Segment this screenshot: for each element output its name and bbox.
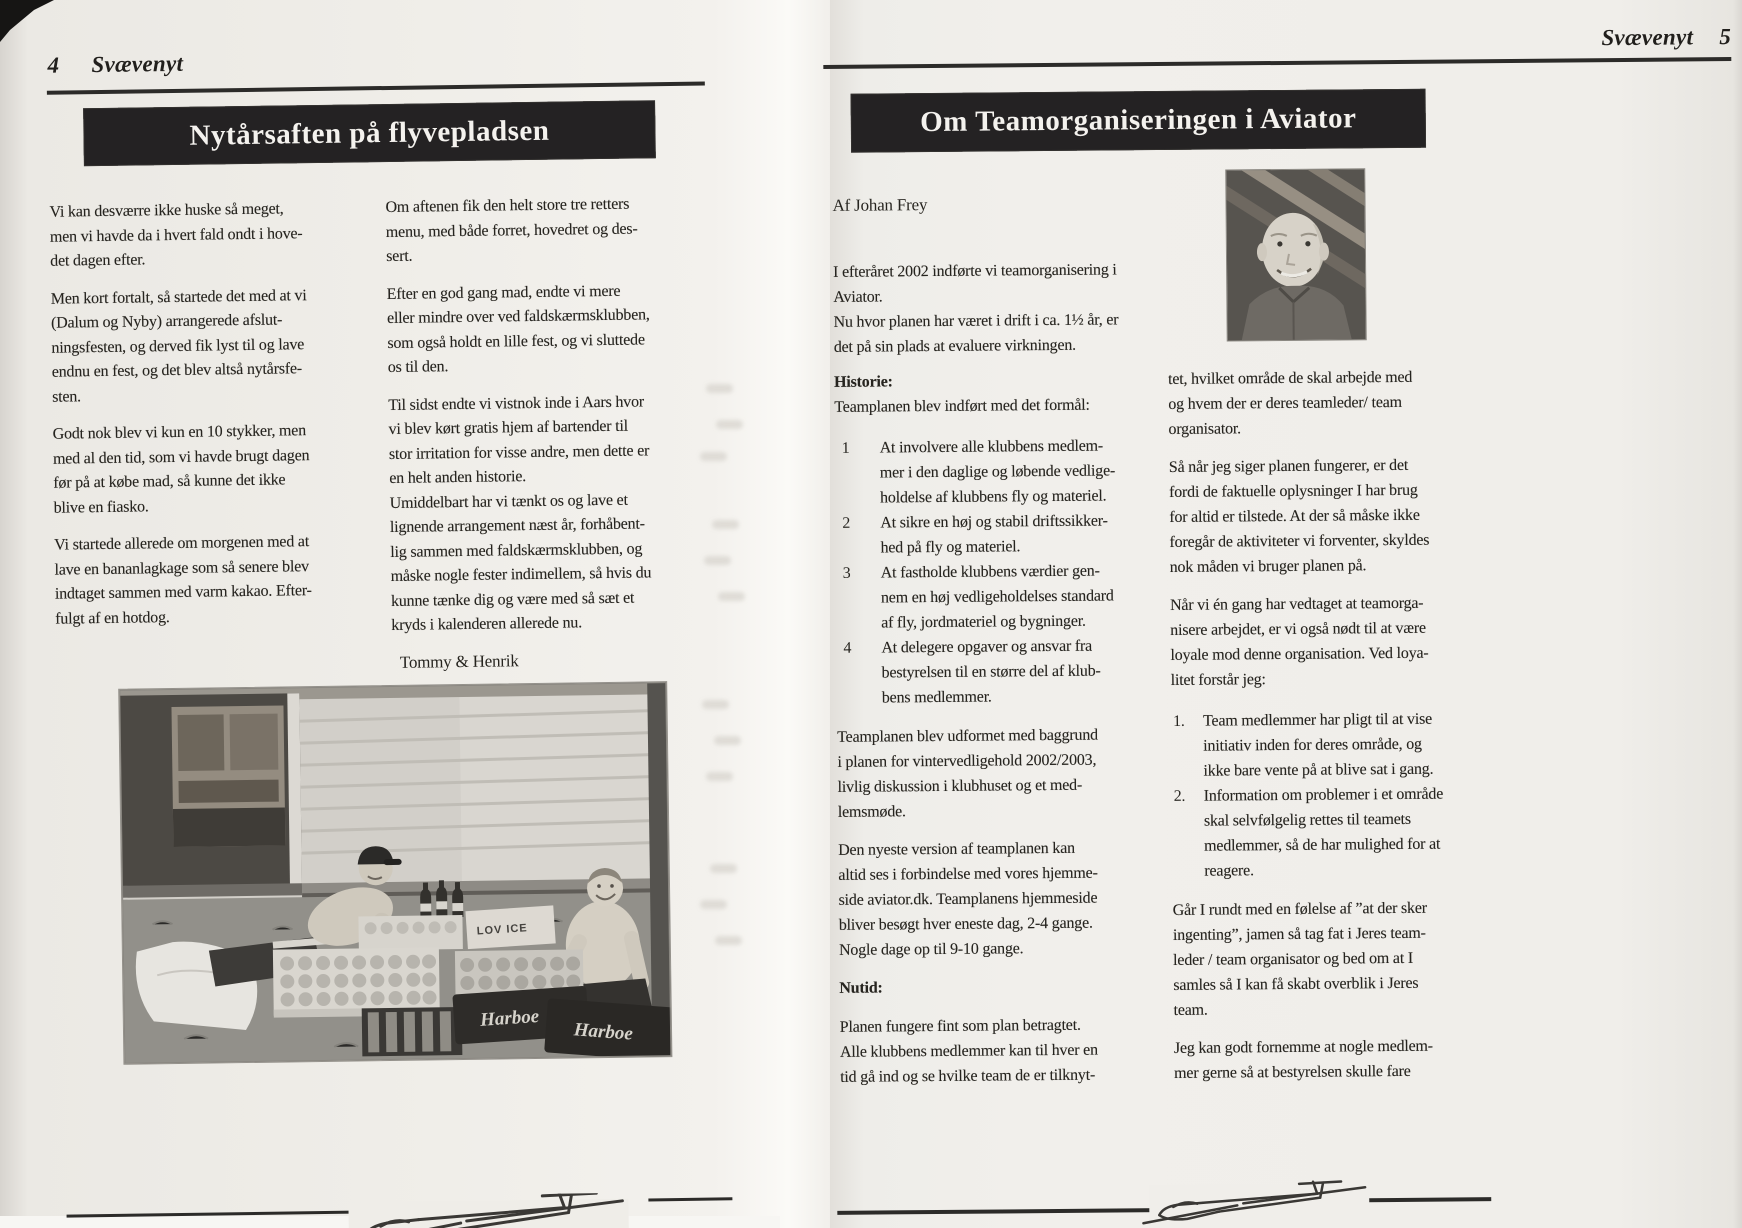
paragraph: Til sidst endte vi vistnok inde i Aars hvor vi blev kørt gratis hjem af bartender til stor irritation for visse andre, men dette er en helt anden historie. Umiddelbart har vi tænkt os og lave et lignende arrangement næst år, forhåbent- lig sammen med faldskærmsklubben, og måske nogle fester indimellem, så hvis du kunne tænke dig og være med så sæt et kryds i kalenderen allerede nu. xyxy=(388,392,652,634)
list-number: 3 xyxy=(842,564,851,582)
list-item xyxy=(835,433,1158,511)
harboe-label: Harboe xyxy=(573,1019,634,1045)
column-1 xyxy=(834,367,1162,1103)
portrait-graphic xyxy=(1226,169,1365,340)
page-number: 5 xyxy=(1719,24,1732,50)
numbered-list xyxy=(1171,706,1495,884)
byline: Af Johan Frey xyxy=(832,195,928,215)
list-number: 1 xyxy=(841,439,850,457)
list-item xyxy=(1171,706,1494,784)
paragraph: Når vi én gang har vedtaget at teamorga- nisere arbejdet, er vi også nødt til at være loyale mod denne organisation. Ved loya- litet forstår jeg: xyxy=(1169,594,1429,689)
article-title: Om Teamorganiseringen i Aviator xyxy=(920,102,1357,139)
article-signature: Tommy & Henrik xyxy=(399,650,519,672)
list-item xyxy=(836,633,1159,711)
paragraph: Vi startede allerede om morgenen med at lave en bananlagkage som så senere blev indtaget sammen med varm kakao. Efter- fulgt af en hotdog. xyxy=(54,533,312,628)
numbered-list xyxy=(835,433,1159,711)
paragraph: Men kort fortalt, så startede det med at vi (Dalum og Nyby) arrangerede afslut- ningsfesten, og derved fik lyst til og lave endnu en fest, og det blev altså nytårsfe- sten. xyxy=(50,286,307,406)
article-body xyxy=(834,364,1496,1103)
page-number: 4 xyxy=(47,52,60,78)
masthead: Svævenyt xyxy=(1601,24,1694,51)
paragraph: tet, hvilket område de skal arbejde med og hvem der er deres teamleder/ team organisator. xyxy=(1167,368,1413,438)
paragraph: Planen fungere fint som plan betragtet. Alle klubbens medlemmer kan til hver en tid gå ind og se hvilke team de er tilknyt- xyxy=(839,1016,1098,1086)
list-item xyxy=(1172,781,1495,884)
paragraph: Jeg kan godt fornemme at nogle medlem- mer gerne så at bestyrelsen skulle fare xyxy=(1173,1037,1433,1082)
list-text: Information om problemer i et område skal selvfølgelig rettes til teamets medlemmer, så de har mulighed for at reagere. xyxy=(1203,785,1444,880)
article-title: Nytårsaften på flyvepladsen xyxy=(189,114,550,152)
list-number: 4 xyxy=(843,639,852,657)
intro-paragraph: I efteråret 2002 indførte vi teamorganisering i Aviator. Nu hvor planen har været i drift i ca. 1½ år, er det på sin plads at evaluere virkningen. xyxy=(833,261,1119,356)
paragraph: Godt nok blev vi kun en 10 stykker, men med al den tid, som vi havde brugt dagen før på at købe mad, så kunne det ikke blive en fiasko. xyxy=(52,422,310,517)
masthead: Svævenyt xyxy=(91,50,184,78)
list-number: 2. xyxy=(1173,787,1186,805)
list-item xyxy=(836,558,1159,636)
paragraph: Om aftenen fik den helt store tre retters menu, med både forret, hovedret og des- sert. xyxy=(385,195,638,266)
paragraph: Så når jeg siger planen fungerer, er det fordi de faktuelle oplysninger I har brug for altid er tilstede. At der så måske ikke foregår de aktiviteter vi forventer, skyldes nok måden vi bruger planen på. xyxy=(1168,456,1430,576)
paragraph: Teamplanen blev udformet med baggrund i planen for vintervedligehold 2002/2003, livlig diskussion i klubhuset og et med- lemsmøde. xyxy=(837,726,1098,821)
right-running-head xyxy=(1565,24,1731,51)
list-item xyxy=(835,508,1157,561)
list-text: At sikre en høj og stabil driftssikker- hed på fly og materiel. xyxy=(880,512,1108,557)
paragraph: Den nyeste version af teamplanen kan altid ses i forbindelse med vores hjemme- side aviator.dk. Teamplanens hjemmeside bliver besøgt hver eneste dag, 2-4 gange. Nogle dage op til 9-10 gange. xyxy=(838,839,1098,959)
harboe-label: Harboe xyxy=(479,1005,540,1031)
article-title-banner xyxy=(851,89,1426,153)
header-rule xyxy=(823,57,1731,69)
paragraph: Teamplanen blev indført med det formål: xyxy=(834,396,1090,416)
lov-ice-label: LOV ICE xyxy=(476,922,529,938)
portrait-photo xyxy=(1226,169,1365,340)
list-text: At delegere opgaver og ansvar fra bestyrelsen til en større del af klub- bens medlemmer. xyxy=(881,637,1101,707)
section-heading: Nutid: xyxy=(839,979,883,997)
section-heading: Historie: xyxy=(834,373,893,391)
paragraph: Efter en god gang mad, endte vi mere eller mindre over ved faldskærmsklubben, som også holdt en lille fest, og vi sluttede os til den. xyxy=(386,282,650,377)
list-number: 1. xyxy=(1172,712,1185,730)
paragraph: Vi kan desværre ikke huske så meget, men vi havde da i hvert fald ondt i hove- det dagen efter. xyxy=(49,200,303,270)
list-number: 2 xyxy=(842,514,851,532)
list-text: At fastholde klubbens værdier gen- nem en høj vedligeholdelses standard af fly, jordmateriel og bygninger. xyxy=(880,562,1114,632)
list-text: At involvere alle klubbens medlem- mer i den daglige og løbende vedlige- holdelse af klubbens fly og materiel. xyxy=(879,437,1116,507)
paragraph: Går I rundt med en følelse af ”at der sker ingenting”, jamen så tag fat i Jeres team- leder / team organisator og bed om at I samles så I kan få skabt overblik i Jeres team. xyxy=(1172,899,1427,1019)
column-2 xyxy=(1168,364,1496,1100)
glider-icon xyxy=(1141,1179,1377,1228)
list-text: Team medlemmer har pligt til at vise initiativ inden for deres område, og ikke bare vente på at blive sat i gang. xyxy=(1202,710,1434,780)
footer-rule xyxy=(837,1208,1189,1215)
